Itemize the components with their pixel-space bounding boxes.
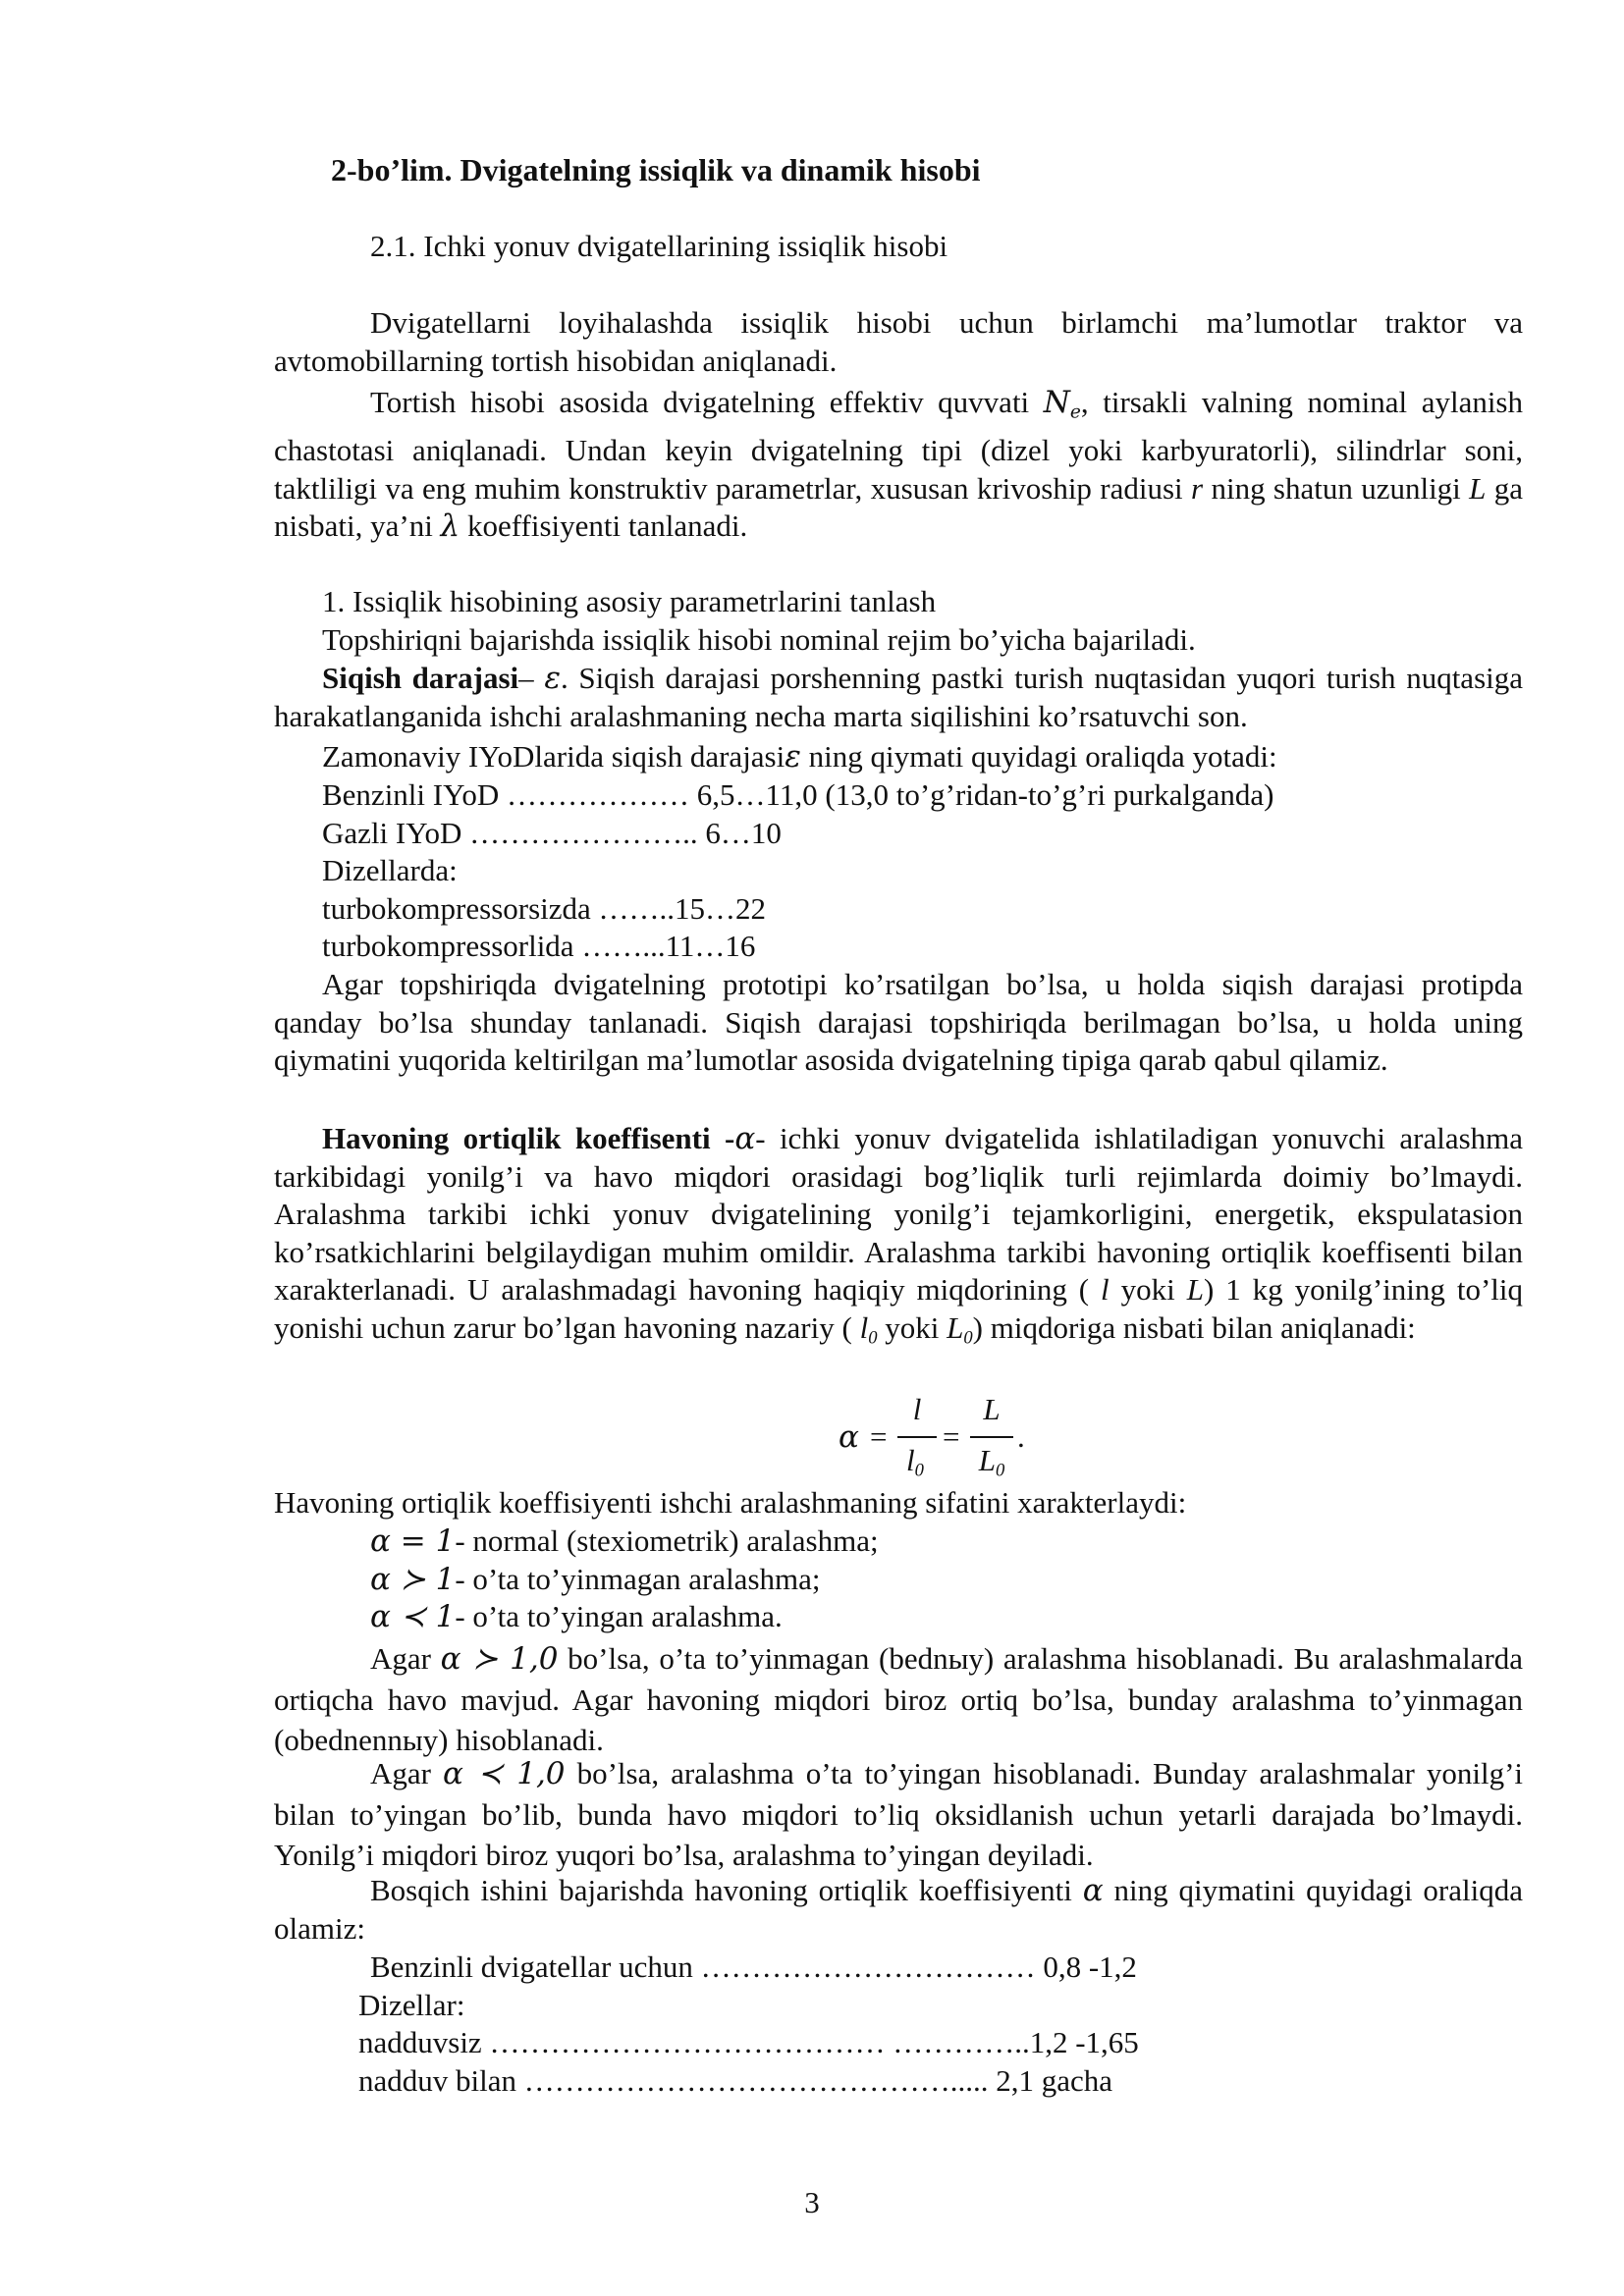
paragraph-prototip: Agar topshiriqda dvigatelning prototipi ko’rsatilgan bo’lsa, u holda siqish darajasi protipda qanday bo’lsa shunday tanlanadi. Siqish darajasi topshiriqda berilmagan bo’lsa, u holda uning qiymatini yuqorida keltirilgan ma’lumotlar asosida dvigatelning tipiga qarab qabul qilamiz. — [274, 967, 1523, 1077]
text: bo’lsa, o’ta to’yinmagan (bednыy) aralashma hisoblanadi. Bu aralashmalarda ortiqcha havo mavjud. Agar havoning miqdori biroz ortiq bo’lsa, bunday aralashma to’yinmagan (obednennыy) hisoblanadi. — [274, 1641, 1524, 1757]
text: bo’lsa, aralashma o’ta to’yingan hisoblanadi. Bunday aralashmalar yonilg’i bilan to’yingan bo’lib, bunda havo miqdori to’liq oksidlanish uchun yetarli darajada bo’lmaydi. Yonilg’i miqdori biroz yuqori bo’lsa, aralashma to’yingan deyiladi. — [274, 1756, 1524, 1872]
lambda-symbol: λ — [440, 508, 460, 545]
range-line: Dizellarda: — [322, 853, 458, 887]
alpha-symbol: α — [734, 1121, 756, 1156]
alpha-formula — [839, 1391, 1035, 1489]
text: Agar — [370, 1756, 431, 1790]
text: ) 1 kg yonilg’ining to’liq yonishi uchun zarur bo’lgan havoning nazariy ( — [274, 1272, 1524, 1345]
formula-equals: = — [943, 1419, 960, 1454]
case-line — [370, 1598, 1523, 1636]
fraction-bar — [897, 1436, 937, 1438]
paragraph-bosqich — [274, 1872, 1523, 1948]
formula-period: . — [1017, 1419, 1025, 1454]
paragraph-zamonaviy — [274, 738, 1523, 776]
range-line: Dizellar: — [358, 1987, 465, 2022]
range-line: turbokompressorsizda ……..15…22 — [322, 890, 767, 926]
text: koeffisiyenti tanlanadi. — [467, 508, 748, 544]
case-line — [370, 1561, 1523, 1599]
l0-symbol: $l_0$ — [859, 1309, 878, 1349]
alpha-condition: α ≻ 1 — [370, 1561, 456, 1597]
paragraph-sifat: Havoning ortiqlik koeffisiyenti ishchi aralashmaning sifatini xarakterlaydi: — [274, 1485, 1187, 1520]
formula-numerator-2: L — [983, 1392, 1001, 1426]
alpha-symbol: α — [1082, 1873, 1104, 1908]
L-symbol: L — [1186, 1272, 1204, 1307]
term-havoning-ortiqlik: Havoning ortiqlik koeffisenti — [322, 1121, 711, 1155]
text: . Siqish darajasi porshenning pastki turish nuqtasidan yuqori turish nuqtasiga harakatlanganida ishchi aralashmaning necha marta siqilishini ko’rsatuvchi son. — [274, 661, 1524, 733]
text: Bosqich ishini bajarishda havoning ortiqlik koeffisiyenti — [370, 1873, 1072, 1907]
formula-equals: = — [870, 1419, 888, 1454]
paragraph-siqish — [274, 660, 1523, 735]
subsection-heading: 2.1. Ichki yonuv dvigatellarining issiqlik hisobi — [370, 229, 948, 263]
paragraph-intro: Dvigatellarni loyihalashda issiqlik hisobi uchun birlamchi ma’lumotlar traktor va avtomobillarning tortish hisobidan aniqlanadi. — [274, 305, 1523, 378]
text: ning qiymati quyidagi oraliqda yotadi: — [808, 739, 1277, 774]
text: ) miqdoriga nisbati bilan aniqlanadi: — [972, 1309, 1416, 1345]
text: - o’ta to’yingan aralashma. — [455, 1599, 783, 1633]
list-item-1: 1. Issiqlik hisobining asosiy parametrlarini tanlash — [322, 584, 937, 618]
power-symbol: $N_e$ — [1043, 385, 1081, 423]
alpha-condition: α ≺ 1 — [370, 1599, 456, 1634]
text: - normal (stexiometrik) aralashma; — [455, 1523, 879, 1558]
text: ning shatun uzunligi — [1211, 470, 1461, 506]
alpha-condition: α ≻ 1,0 — [440, 1641, 559, 1677]
alpha-condition: α ≺ 1,0 — [443, 1756, 566, 1791]
range-line: nadduv bilan ……………………………………..... 2,1 gacha — [358, 2062, 1113, 2098]
epsilon-symbol: ε — [544, 661, 561, 696]
case-line — [370, 1522, 1523, 1561]
text: yoki — [885, 1309, 940, 1345]
dash: – — [518, 661, 534, 695]
l-symbol: l — [1101, 1272, 1110, 1307]
page-number: 3 — [804, 2185, 820, 2219]
paragraph-agar-less — [274, 1753, 1523, 1875]
section-title: 2-bo’lim. Dvigatelning issiqlik va dinamik hisobi — [331, 152, 981, 187]
text: - ichki yonuv dvigatelida ishlatiladigan yonuvchi aralashma tarkibidagi yonilg’i va havo miqdori orasidagi bog’liqlik turli rejimlarda doimiy bo’lmaydi. Aralashma tarkibi ichki yonuv dvigatelining yonilg’i tejamkorligini, energetik, ekspulatasion ko’rsatkichlarini belgilaydigan muhim omildir. Aralashma tarkibi havoning ortiqlik koeffisenti bilan xarakterlanadi. U aralashmadagi havoning haqiqiy miqdorining ( — [274, 1121, 1524, 1307]
formula-denominator-2: $L_0$ — [978, 1443, 1005, 1481]
range-line: Gazli IYoD ………………….. 6…10 — [322, 815, 782, 850]
epsilon-symbol: ε — [785, 739, 801, 774]
length-symbol: L — [1469, 470, 1487, 506]
text: ning qiymatini quyidagi oraliqda olamiz: — [274, 1873, 1524, 1946]
formula-lhs: α — [839, 1419, 859, 1455]
radius-symbol: r — [1191, 470, 1204, 506]
text: ga nisbati, ya’ni — [274, 470, 1524, 544]
text: - o’ta to’yinmagan aralashma; — [455, 1561, 821, 1596]
paragraph-havoning — [274, 1120, 1523, 1358]
range-line: nadduvsiz ………………………………… …………..1,2 -1,65 — [358, 2025, 1139, 2059]
dash: - — [710, 1121, 735, 1155]
text: , tirsakli valning nominal aylanish chastotasi aniqlanadi. Undan keyin dvigatelning tipi (dizel yoki karbyuratorli), silindrlar soni, taktliligi va eng muhim konstruktiv parametrlar, xususan krivoship radiusi — [274, 385, 1524, 506]
alpha-cases — [274, 1522, 1523, 1636]
text: Agar — [370, 1641, 431, 1676]
compression-ranges — [274, 776, 1523, 966]
formula-denominator-1: $l_0$ — [906, 1443, 924, 1481]
text: Tortish hisobi asosida dvigatelning effektiv quvvati — [370, 385, 1030, 419]
term-siqish-darajasi: Siqish darajasi — [322, 661, 519, 695]
range-line: Benzinli IYoD ……………… 6,5…11,0 (13,0 to’g’ridan-to’g’ri purkalganda) — [322, 777, 1274, 812]
range-line: Benzinli dvigatellar uchun …………………………… 0,8 -1,2 — [370, 1949, 1137, 1984]
alpha-condition: α = 1 — [370, 1523, 456, 1559]
formula-numerator-1: l — [912, 1392, 922, 1426]
text: yoki — [1120, 1272, 1175, 1307]
paragraph-agar-greater — [274, 1638, 1523, 1760]
fraction-bar — [970, 1436, 1013, 1438]
paragraph-nominal: Topshiriqni bajarishda issiqlik hisobi nominal rejim bo’yicha bajariladi. — [322, 622, 1196, 657]
range-line: turbokompressorlida ……...11…16 — [322, 929, 756, 963]
paragraph-tortish — [274, 384, 1523, 546]
alpha-ranges — [274, 1949, 1523, 2100]
text: Zamonaviy IYoDlarida siqish darajasi — [322, 739, 785, 774]
L0-symbol: $L_0$ — [947, 1309, 973, 1349]
